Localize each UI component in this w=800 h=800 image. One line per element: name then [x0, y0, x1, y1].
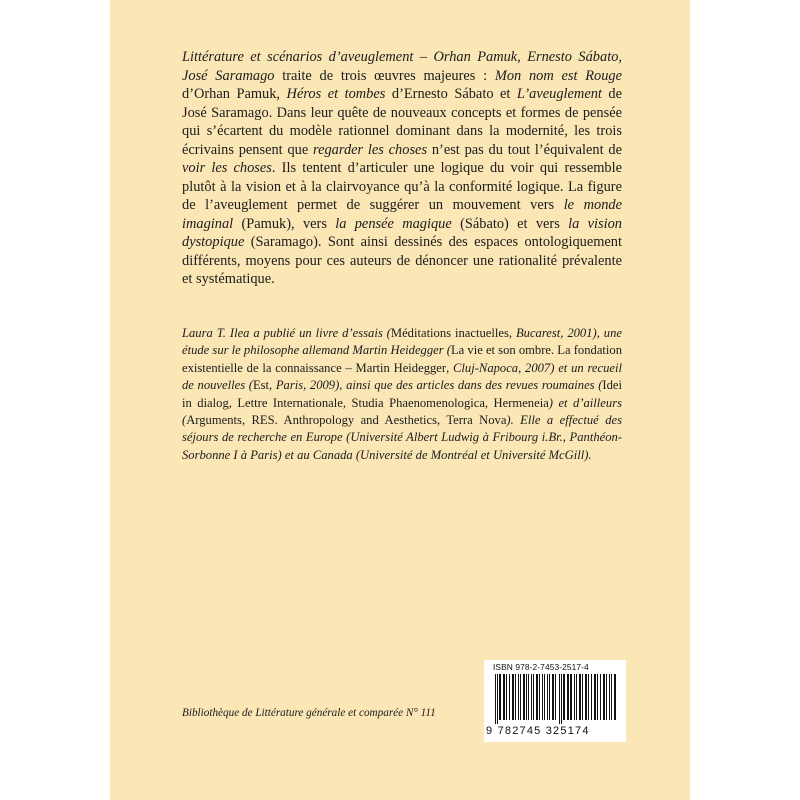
- barcode-bar: [582, 674, 583, 720]
- barcode-bar: [579, 674, 581, 720]
- barcode-bar: [585, 674, 587, 720]
- bio-text: ) et d’ailleurs (: [182, 395, 622, 428]
- barcode-bar: [552, 674, 554, 720]
- bio-text: Laura T. Ilea a publié un livre d’essais (: [182, 326, 391, 340]
- blurb-paragraph: [182, 48, 622, 289]
- blurb-work-title: L’aveuglement: [516, 86, 602, 102]
- barcode-bar: [574, 674, 575, 720]
- bio-text: , Bucarest, 2001), une étude sur le philosophe allemand Martin Heidegger (: [182, 326, 622, 358]
- barcode-bar: [559, 674, 560, 724]
- barcode-bar: [495, 674, 496, 724]
- barcode-bar: [515, 674, 516, 720]
- barcode-bar: [597, 674, 598, 720]
- barcode-bar: [539, 674, 540, 720]
- barcode-bar: [503, 674, 505, 720]
- blurb-text: d’Ernesto Sábato et: [385, 86, 517, 102]
- barcode-bar: [506, 674, 507, 720]
- series-label: Bibliothèque de Littérature générale et comparée N° 111: [182, 707, 436, 719]
- author-bio: [182, 325, 622, 464]
- blurb-emphasis: le monde imaginal: [182, 197, 622, 232]
- barcode-bar: [531, 674, 532, 720]
- bio-work-title: La vie et son ombre. La fondation existentielle de la connaissance – Martin Heidegger: [182, 343, 622, 375]
- barcode-bar: [567, 674, 569, 720]
- blurb-book-title: Littérature et scénarios d’aveuglement – Orhan Pamuk, Ernesto Sábato, José Saramago: [182, 49, 622, 84]
- barcode-bar: [509, 674, 510, 720]
- bio-text: , Cluj-Napoca, 2007) et un recueil de nouvelles (: [182, 360, 622, 393]
- blurb-text: (Sábato) et vers: [451, 215, 569, 232]
- barcode-bar: [523, 674, 525, 720]
- barcode-bar: [512, 674, 514, 720]
- book-back-cover: [110, 0, 690, 800]
- blurb-work-title: Héros et tombes: [286, 86, 386, 102]
- blurb-emphasis: regarder les choses: [313, 141, 428, 158]
- barcode-bar: [544, 674, 545, 720]
- barcode-bar: [542, 674, 543, 720]
- blurb-emphasis: voir les choses: [182, 160, 272, 176]
- barcode-bar: [570, 674, 572, 720]
- blurb-text: . Ils tentent d’articuler une logique du voir qui ressemble plutôt à la vision et à la clairvoyance qu’à la conformité logique. La figure de l’aveuglement permet de suggérer un mouvement vers: [182, 160, 622, 213]
- barcode-bar: [533, 674, 534, 720]
- barcode-bar: [614, 674, 616, 720]
- bio-journal-list: Arguments, RES. Anthropology and Aesthetics, Terra Nova: [186, 413, 507, 428]
- barcode-bar: [591, 674, 592, 720]
- blurb-text: (Saramago). Sont ainsi dessinés des espaces ontologiquement différents, moyens pour ces auteurs de dénoncer une rationalité prévalente et systématique.: [182, 234, 622, 287]
- barcode-bar: [536, 674, 538, 720]
- barcode-bar: [611, 674, 612, 720]
- blurb-text: traite de trois œuvres majeures :: [274, 67, 495, 84]
- bio-work-title: Méditations inactuelles: [390, 326, 509, 340]
- book-blurb: [182, 48, 622, 289]
- barcode-bar: [609, 674, 610, 720]
- barcode-bar: [588, 674, 589, 720]
- isbn-label: ISBN 978-2-7453-2517-4: [493, 662, 589, 672]
- blurb-text: de José Saramago. Dans leur quête de nouveaux concepts et formes de pensée qui s’écartent du modèle rationnel dominant dans la modernité, les trois écrivains pensent que: [182, 86, 622, 158]
- blurb-emphasis: la pensée magique: [335, 215, 452, 232]
- barcode-bar: [606, 674, 607, 720]
- blurb-text: d’Orhan Pamuk,: [182, 86, 287, 102]
- blurb-text: (Pamuk), vers: [233, 215, 336, 232]
- barcode-bar: [520, 674, 521, 720]
- blurb-work-title: Mon nom est Rouge: [494, 67, 622, 84]
- barcode-bar: [576, 674, 577, 720]
- barcode-bar: [563, 674, 565, 720]
- barcode-bar: [518, 674, 519, 720]
- barcode-bar: [547, 674, 548, 720]
- barcode-bar: [526, 674, 527, 720]
- isbn-barcode: [484, 660, 626, 742]
- barcode-bar: [561, 674, 562, 724]
- barcode-bar: [549, 674, 550, 720]
- bio-work-title: Est: [252, 378, 270, 393]
- barcode-bar: [594, 674, 596, 720]
- bio-text: ). Elle a effectué des séjours de recherche en Europe (Université Albert Ludwig à Fribourg i.Br., Panthéon-Sorbonne I à Paris) et au Canada (Université de Montréal et Université McGill).: [182, 413, 622, 462]
- barcode-bar: [600, 674, 601, 720]
- barcode-bars: [493, 674, 619, 724]
- barcode-digits: 9 782745 325174: [486, 725, 590, 737]
- barcode-bar: [499, 674, 501, 720]
- blurb-emphasis: la vision dystopique: [182, 215, 622, 250]
- bio-journal-list: Idei in dialog, Lettre Internationale, Studia Phaenomenologica, Hermeneia: [182, 378, 622, 410]
- barcode-bar: [528, 674, 529, 720]
- barcode-bar: [555, 674, 556, 720]
- barcode-bar: [497, 674, 498, 724]
- bio-text: , Paris, 2009), ainsi que des articles dans des revues roumaines (: [269, 378, 603, 393]
- bio-paragraph: [182, 325, 622, 464]
- blurb-text: n’est pas du tout l’équivalent de: [427, 141, 622, 158]
- barcode-bar: [603, 674, 605, 720]
